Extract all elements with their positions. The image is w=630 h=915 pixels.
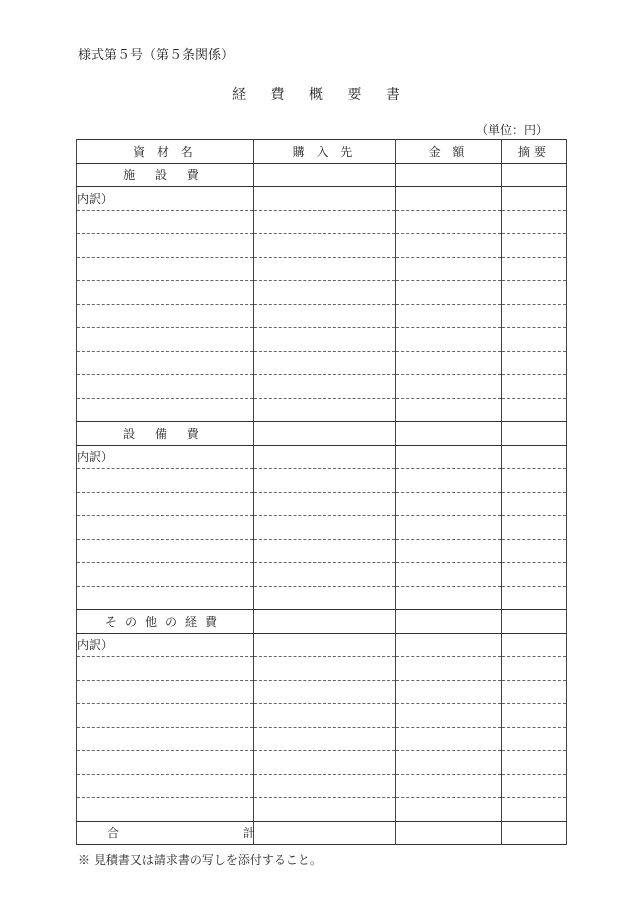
table-cell	[396, 187, 502, 211]
table-row	[77, 657, 567, 681]
table-cell	[396, 821, 502, 845]
table-body	[77, 163, 567, 845]
table-cell	[396, 351, 502, 375]
table-cell	[77, 563, 254, 587]
table-cell	[396, 516, 502, 540]
table-cell	[254, 163, 396, 187]
table-cell	[502, 727, 567, 751]
table-cell	[254, 445, 396, 469]
table-cell	[77, 351, 254, 375]
table-row	[77, 187, 567, 211]
table-cell	[502, 563, 567, 587]
header-supplier: 購 入 先	[254, 140, 396, 164]
table-cell	[254, 516, 396, 540]
table-cell	[396, 727, 502, 751]
table-row	[77, 680, 567, 704]
table-row	[77, 375, 567, 399]
section-label: 設 備 費	[77, 422, 254, 446]
table-row	[77, 398, 567, 422]
table-row	[77, 304, 567, 328]
table-cell	[77, 304, 254, 328]
table-cell	[396, 539, 502, 563]
table-row	[77, 539, 567, 563]
table-cell	[254, 187, 396, 211]
table-cell	[254, 281, 396, 305]
table-cell	[396, 163, 502, 187]
document-title: 経 費 概 要 書	[232, 87, 410, 103]
header-row	[77, 140, 567, 164]
breakdown-label: 内訳）	[77, 445, 254, 469]
breakdown-label: 内訳）	[77, 633, 254, 657]
table-cell	[77, 492, 254, 516]
table-cell	[502, 751, 567, 775]
table-cell	[502, 210, 567, 234]
table-cell	[502, 445, 567, 469]
table-cell	[396, 563, 502, 587]
header-amount: 金 額	[396, 140, 502, 164]
table-cell	[77, 774, 254, 798]
table-cell	[77, 704, 254, 728]
table-cell	[254, 586, 396, 610]
table-cell	[254, 751, 396, 775]
table-row	[77, 774, 567, 798]
table-cell	[77, 680, 254, 704]
table-cell	[502, 586, 567, 610]
table-cell	[396, 328, 502, 352]
header-material-name: 資 材 名	[77, 140, 254, 164]
table-cell	[77, 375, 254, 399]
table-cell	[77, 798, 254, 822]
table-cell	[396, 633, 502, 657]
table-row	[77, 328, 567, 352]
table-row	[77, 281, 567, 305]
table-cell	[254, 610, 396, 634]
table-cell	[77, 234, 254, 258]
table-cell	[396, 445, 502, 469]
table-row	[77, 704, 567, 728]
table-row	[77, 492, 567, 516]
table-cell	[502, 304, 567, 328]
table-cell	[254, 492, 396, 516]
table-row	[77, 234, 567, 258]
table-cell	[396, 774, 502, 798]
table-cell	[254, 704, 396, 728]
section-header-row	[77, 163, 567, 187]
table-cell	[502, 704, 567, 728]
table-row	[77, 257, 567, 281]
table-cell	[254, 422, 396, 446]
table-cell	[254, 304, 396, 328]
table-cell	[254, 657, 396, 681]
table-cell	[502, 234, 567, 258]
header-remarks: 摘要	[502, 140, 567, 164]
table-row	[77, 586, 567, 610]
table-cell	[502, 281, 567, 305]
table-row	[77, 751, 567, 775]
table-row	[77, 633, 567, 657]
table-cell	[254, 469, 396, 493]
table-cell	[502, 680, 567, 704]
table-cell	[396, 610, 502, 634]
table-cell	[77, 281, 254, 305]
breakdown-label: 内訳）	[77, 187, 254, 211]
table-cell	[502, 257, 567, 281]
table-cell	[502, 398, 567, 422]
table-cell	[254, 328, 396, 352]
unit-note: （単位：円）	[475, 123, 548, 137]
section-header-row	[77, 422, 567, 446]
table-cell	[254, 563, 396, 587]
table-cell	[502, 469, 567, 493]
table-cell	[502, 516, 567, 540]
table-cell	[502, 492, 567, 516]
table-cell	[254, 210, 396, 234]
table-cell	[396, 586, 502, 610]
table-cell	[502, 328, 567, 352]
total-label: 合 計	[77, 821, 254, 845]
table-cell	[396, 680, 502, 704]
table-cell	[77, 210, 254, 234]
table-cell	[254, 398, 396, 422]
table-cell	[502, 375, 567, 399]
table-cell	[396, 492, 502, 516]
table-cell	[502, 539, 567, 563]
table-cell	[254, 375, 396, 399]
table-cell	[396, 398, 502, 422]
table-cell	[396, 234, 502, 258]
table-cell	[77, 469, 254, 493]
table-cell	[502, 351, 567, 375]
total-row	[77, 821, 567, 845]
table-cell	[254, 680, 396, 704]
table-cell	[396, 210, 502, 234]
table-cell	[502, 633, 567, 657]
table-cell	[396, 375, 502, 399]
form-number: 様式第５号（第５条関係）	[78, 48, 235, 63]
table-cell	[396, 281, 502, 305]
table-cell	[396, 751, 502, 775]
table-row	[77, 727, 567, 751]
table-cell	[77, 328, 254, 352]
table-row	[77, 469, 567, 493]
table-cell	[502, 422, 567, 446]
table-cell	[502, 163, 567, 187]
table-cell	[502, 821, 567, 845]
table-row	[77, 798, 567, 822]
footnote: ※ 見積書又は請求書の写しを添付すること。	[78, 853, 322, 867]
table-cell	[77, 398, 254, 422]
table-cell	[396, 798, 502, 822]
table-row	[77, 210, 567, 234]
table-cell	[254, 257, 396, 281]
table-cell	[396, 469, 502, 493]
table-cell	[254, 798, 396, 822]
table-cell	[254, 351, 396, 375]
table-cell	[77, 657, 254, 681]
table-cell	[396, 422, 502, 446]
section-header-row	[77, 610, 567, 634]
table-cell	[77, 727, 254, 751]
table-cell	[502, 187, 567, 211]
table-cell	[502, 798, 567, 822]
table-cell	[396, 257, 502, 281]
table-cell	[502, 657, 567, 681]
table-cell	[77, 516, 254, 540]
table-cell	[502, 774, 567, 798]
table-cell	[254, 539, 396, 563]
table-cell	[254, 727, 396, 751]
table-row	[77, 516, 567, 540]
expense-table	[76, 139, 567, 845]
section-label: 施 設 費	[77, 163, 254, 187]
table-cell	[396, 704, 502, 728]
table-cell	[77, 257, 254, 281]
table-row	[77, 563, 567, 587]
table-cell	[254, 774, 396, 798]
table-row	[77, 351, 567, 375]
table-cell	[77, 751, 254, 775]
section-label: その他の経費	[77, 610, 254, 634]
table-cell	[254, 234, 396, 258]
table-row	[77, 445, 567, 469]
table-cell	[77, 539, 254, 563]
table-cell	[254, 633, 396, 657]
table-cell	[396, 657, 502, 681]
table-cell	[77, 586, 254, 610]
table-cell	[396, 304, 502, 328]
table-cell	[502, 610, 567, 634]
